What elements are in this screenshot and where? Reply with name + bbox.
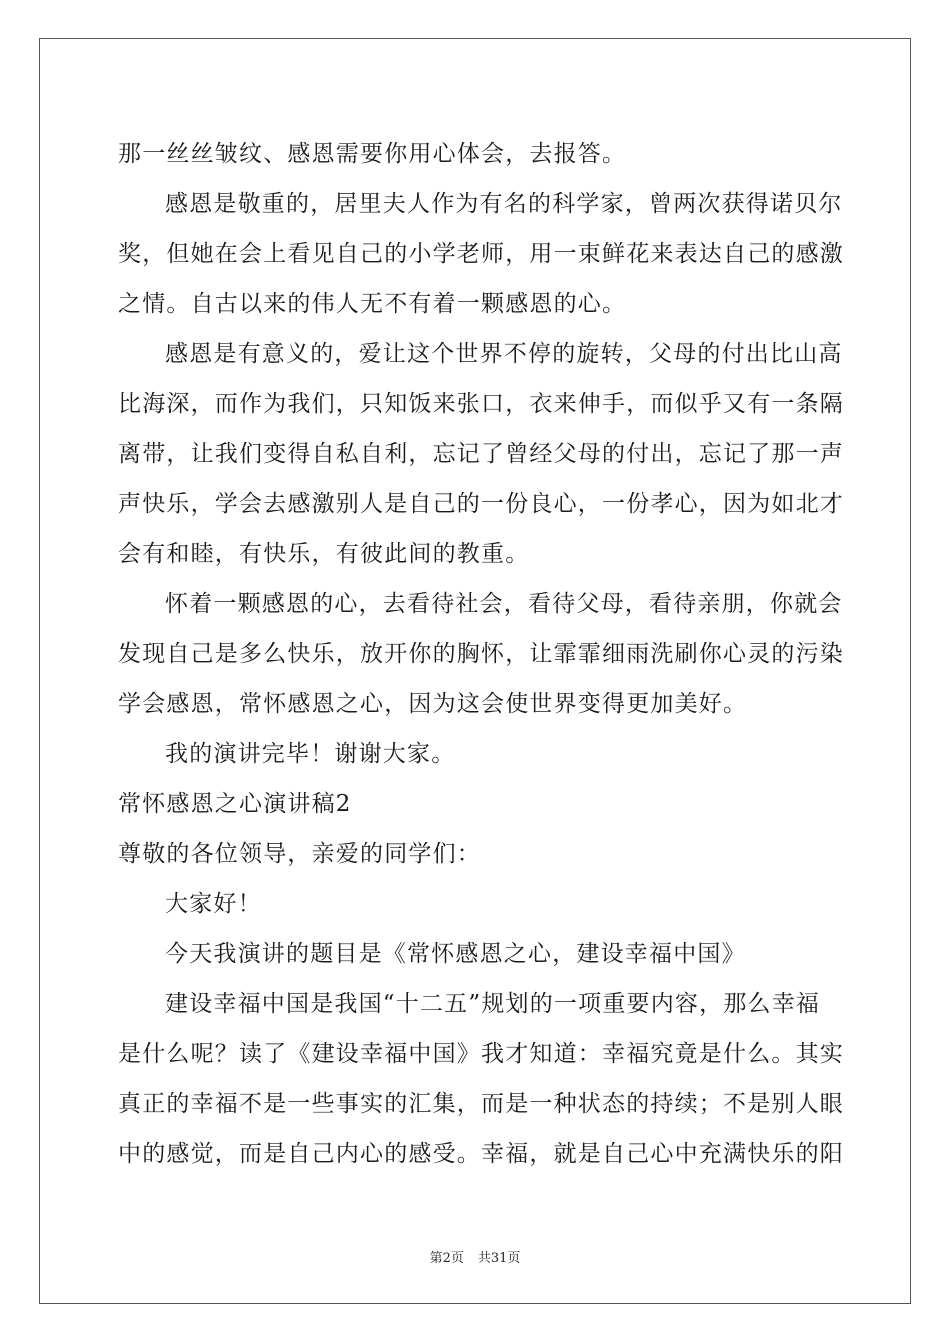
paragraph-start-line: 我的演讲完毕！谢谢大家。 (165, 741, 456, 767)
section-heading: 常怀感恩之心演讲稿2 (118, 791, 352, 817)
paragraph-start-line: 怀着一颗感恩的心，去看待社会，看待父母，看待亲朋，你就会 (165, 591, 843, 617)
text-line: 比海深，而作为我们，只知饭来张口，衣来伸手，而似乎又有一条隔 (118, 391, 844, 417)
text-line: 那一丝丝皱纹、感恩需要你用心体会，去报答。 (118, 141, 627, 167)
text-line: 会有和睦，有快乐，有彼此间的教重。 (118, 541, 530, 567)
page-footer (0, 1247, 950, 1266)
page-number: 第2页 (429, 1251, 464, 1266)
greeting-line: 大家好！ (165, 891, 262, 917)
text-line: 中的感觉，而是自己内心的感受。幸福，就是自己心中充满快乐的阳 (118, 1141, 844, 1167)
text-line: 是什么呢？读了《建设幸福中国》我才知道：幸福究竟是什么。其实 (118, 1041, 844, 1067)
paragraph-start-line: 建设幸福中国是我国“十二五”规划的一项重要内容，那么幸福 (165, 991, 821, 1017)
text-line: 奖，但她在会上看见自己的小学老师，用一束鲜花来表达自己的感激 (118, 241, 844, 267)
text-line: 离带，让我们变得自私自利，忘记了曾经父母的付出，忘记了那一声 (118, 441, 844, 467)
salutation-line: 尊敬的各位领导，亲爱的同学们： (118, 841, 481, 867)
paragraph-start-line: 感恩是有意义的，爱让这个世界不停的旋转，父母的付出比山高 (165, 341, 843, 367)
text-line: 学会感恩，常怀感恩之心，因为这会使世界变得更加美好。 (118, 691, 748, 717)
paragraph-start-line: 今天我演讲的题目是《常怀感恩之心，建设幸福中国》 (165, 941, 746, 967)
paragraph-start-line: 感恩是敬重的，居里夫人作为有名的科学家，曾两次获得诺贝尔 (165, 191, 843, 217)
text-line: 之情。自古以来的伟人无不有着一颗感恩的心。 (118, 291, 627, 317)
text-line: 发现自己是多么快乐，放开你的胸怀，让霏霏细雨洗刷你心灵的污染 (118, 641, 844, 667)
total-pages: 共31页 (477, 1251, 521, 1266)
text-line: 声快乐，学会去感激别人是自己的一份良心，一份孝心，因为如北才 (118, 491, 844, 517)
text-line: 真正的幸福不是一些事实的汇集，而是一种状态的持续；不是别人眼 (118, 1091, 844, 1117)
